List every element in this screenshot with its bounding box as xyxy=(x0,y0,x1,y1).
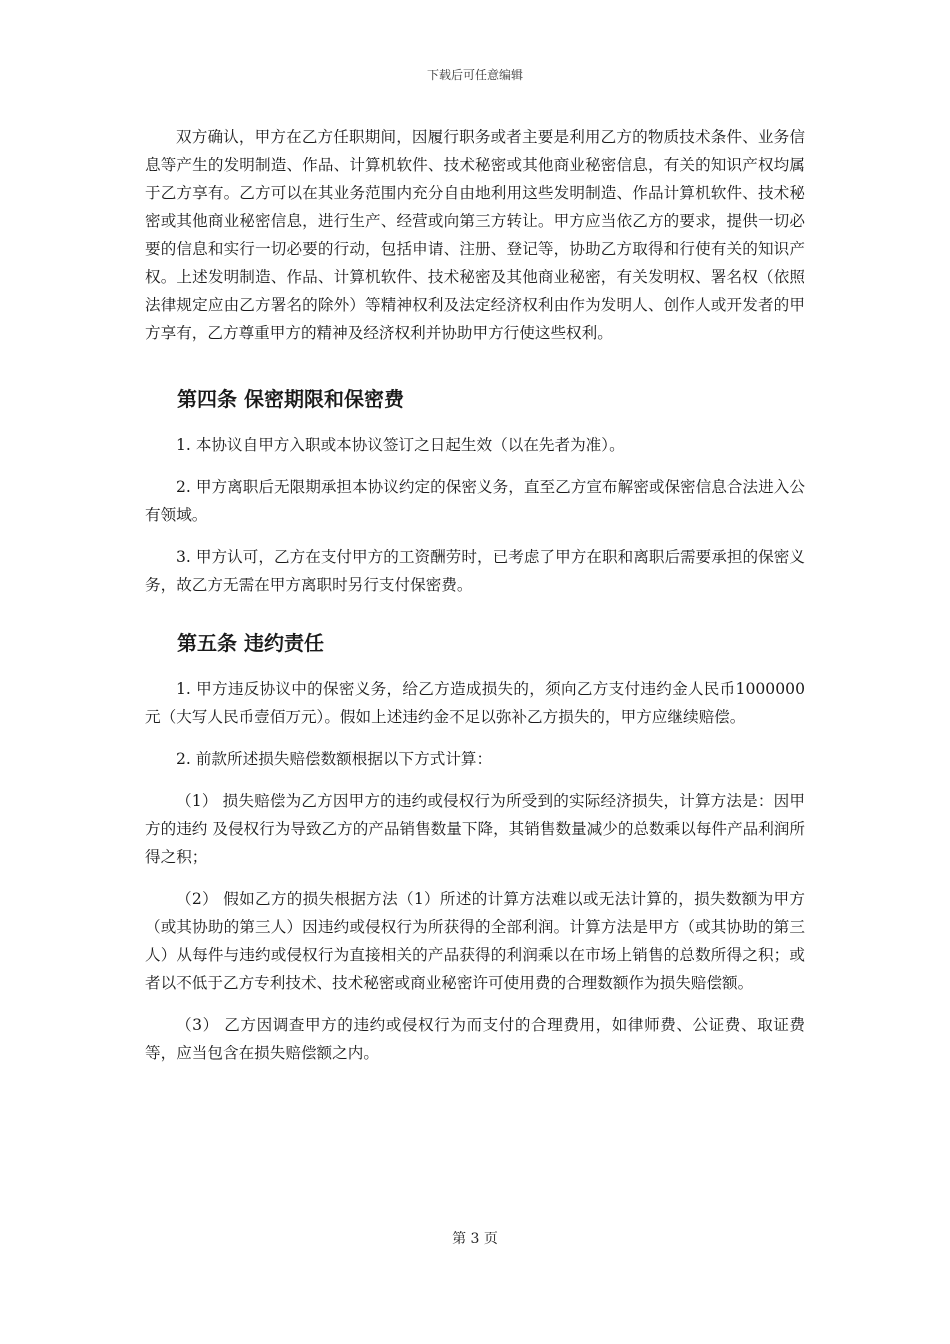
section-5-item-5: （3） 乙方因调查甲方的违约或侵权行为而支付的合理费用，如律师费、公证费、取证费等，应当包含在损失赔偿额之内。 xyxy=(145,1016,805,1062)
section-5-item-2: 2. 前款所述损失赔偿数额根据以下方式计算： xyxy=(176,750,493,768)
intro-paragraph: 双方确认，甲方在乙方任职期间，因履行职务或者主要是利用乙方的物质技术条件、业务信息等产生的发明制造、作品、计算机软件、技术秘密或其他商业秘密信息，有关的知识产权均属于乙方享有。乙方可以在其业务范围内充分自由地利用这些发明制造、作品计算机软件、技术秘密或其他商业秘密信息，进行生产、经营或向第三方转让。甲方应当依乙方的要求，提供一切必要的信息和实行一切必要的行动，包括申请、注册、登记等，协助乙方取得和行使有关的知识产权。上述发明制造、作品、计算机软件、技术秘密及其他商业秘密，有关发明权、署名权（依照法律规定应由乙方署名的除外）等精神权利及法定经济权利由作为发明人、创作人或开发者的甲方享有，乙方尊重甲方的精神及经济权利并协助甲方行使这些权利。 xyxy=(145,128,805,342)
section-5-item-1: 1. 甲方违反协议中的保密义务，给乙方造成损失的，须向乙方支付违约金人民币1000000元（大写人民币壹佰万元）。假如上述违约金不足以弥补乙方损失的，甲方应继续赔偿。 xyxy=(145,680,805,726)
section-4-item-3: 3. 甲方认可，乙方在支付甲方的工资酬劳时，已考虑了甲方在职和离职后需要承担的保密义务，故乙方无需在甲方离职时另行支付保密费。 xyxy=(145,548,805,594)
page-header: 下载后可任意编辑 xyxy=(426,68,523,82)
section-5-title: 第五条 违约责任 xyxy=(177,631,324,655)
section-4-title: 第四条 保密期限和保密费 xyxy=(177,387,404,411)
section-5-item-3: （1） 损失赔偿为乙方因甲方的违约或侵权行为所受到的实际经济损失，计算方法是：因甲方的违约 及侵权行为导致乙方的产品销售数量下降，其销售数量减少的总数乘以每件产品利润所得之积； xyxy=(145,792,805,866)
section-5-item-4: （2） 假如乙方的损失根据方法（1）所述的计算方法难以或无法计算的，损失数额为甲方（或其协助的第三人）因违约或侵权行为所获得的全部利润。计算方法是甲方（或其协助的第三人）从每件与违约或侵权行为直接相关的产品获得的利润乘以在市场上销售的总数所得之积；或者以不低于乙方专利技术、技术秘密或商业秘密许可使用费的合理数额作为损失赔偿额。 xyxy=(145,890,805,992)
page-number: 第 3 页 xyxy=(452,1231,498,1247)
section-4-item-2: 2. 甲方离职后无限期承担本协议约定的保密义务，直至乙方宣布解密或保密信息合法进入公有领域。 xyxy=(145,478,805,524)
section-4-item-1: 1. 本协议自甲方入职或本协议签订之日起生效（以在先者为准）。 xyxy=(176,436,625,454)
document-body xyxy=(145,123,805,1067)
